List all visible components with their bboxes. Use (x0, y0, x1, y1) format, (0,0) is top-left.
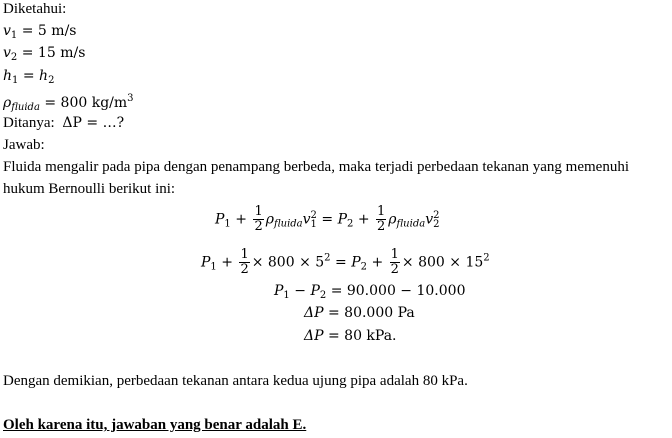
h1-subscript: 1 (12, 75, 19, 86)
eq1-p1: P (215, 211, 225, 228)
eq2-left-product: × 800 × 5 (251, 254, 325, 271)
eq1-rho-right: ρ (388, 211, 397, 228)
eq1-p2: P (337, 211, 347, 228)
eq2-half-right-num: 1 (390, 247, 399, 262)
eq2-right-product: × 800 × 15 (401, 254, 484, 271)
eq2-p2-sub: 2 (360, 261, 367, 273)
h2-subscript: 2 (48, 75, 55, 86)
eq1-half-right-den: 2 (377, 219, 386, 234)
rho-unit-exponent: 3 (127, 93, 134, 104)
eq2-half-right-den: 2 (390, 262, 399, 277)
eq3-p2-sub: 2 (319, 290, 327, 301)
eq3-rhs: = 90.000 − 10.000 (330, 283, 466, 299)
eq2-right-exponent: 2 (483, 252, 490, 264)
eq3-p1-sub: 1 (283, 290, 290, 301)
eq2-equals: = (335, 254, 347, 271)
eq1-half-right (376, 205, 386, 234)
eq1-half-left (253, 205, 263, 234)
eq2-half-left-num: 1 (240, 247, 249, 262)
eq1-p1-sub: 1 (224, 218, 231, 230)
velocity-2-line (3, 44, 85, 67)
eq1-plus-right: + (357, 211, 370, 228)
eq1-p2-sub: 2 (346, 218, 354, 230)
delta-p-kpa-equation (304, 328, 397, 344)
asked-expression: ΔP = …? (62, 115, 125, 131)
eq1-v-left-scripts (311, 211, 317, 229)
h2-symbol: h (39, 68, 49, 84)
eq2-p1: P (201, 254, 211, 271)
eq1-plus-left: + (235, 211, 247, 228)
v2-subscript: 2 (10, 52, 18, 63)
eq1-half-left-den: 2 (254, 219, 263, 234)
eq2-p1-sub: 1 (210, 261, 217, 273)
v1-value: = 5 m/s (21, 23, 77, 39)
eq1-rho-left-sub: fluida (273, 218, 303, 230)
eq1-half-right-num: 1 (377, 204, 386, 219)
explanation-paragraph: Fluida mengalir pada pipa dengan penampang berbeda, maka terjadi perbedaan tekanan yang memenuhi hukum Bernoulli berikut ini: (3, 159, 630, 197)
eq2-p2: P (351, 254, 361, 271)
answer-label: Jawab: (3, 137, 45, 153)
eq2-half-left-den: 2 (240, 262, 249, 277)
asked-label: Ditanya: (3, 115, 55, 131)
eq1-v-left: v (302, 211, 311, 228)
rho-subscript: fluida (11, 102, 40, 113)
eq1-v-left-sub: 1 (310, 218, 317, 230)
eq5-rhs: = 80 kPa. (327, 328, 397, 344)
v1-symbol: v (3, 23, 11, 39)
eq2-half-left (239, 248, 249, 277)
v2-symbol: v (3, 45, 11, 61)
eq1-half-left-num: 1 (254, 204, 263, 219)
eq1-v-right-scripts (433, 211, 439, 229)
substitution-equation (201, 248, 490, 277)
eq1-v-right-sup: 2 (433, 209, 440, 221)
eq1-v-right: v (425, 211, 434, 228)
rho-value: = 800 kg/m (44, 95, 128, 111)
eq1-v-left-sup: 2 (310, 209, 317, 221)
eq5-delta-p: ΔP (304, 328, 324, 344)
known-label: Diketahui: (3, 1, 67, 17)
eq1-equals: = (321, 211, 334, 228)
velocity-1-line (3, 22, 76, 45)
v1-subscript: 1 (10, 30, 18, 41)
density-line (3, 90, 134, 117)
eq1-rho-left: ρ (265, 211, 274, 228)
h1-symbol: h (3, 68, 13, 84)
eq3-p1: P (274, 283, 284, 299)
v2-value: = 15 m/s (21, 45, 86, 61)
conclusion-sentence: Dengan demikian, perbedaan tekanan antara kedua ujung pipa adalah 80 kPa. (3, 373, 468, 389)
eq2-plus-right: + (371, 254, 384, 271)
height-line (3, 67, 54, 90)
eq4-rhs: = 80.000 Pa (327, 305, 415, 321)
eq2-plus-left: + (221, 254, 233, 271)
h-equals: = (22, 68, 35, 84)
delta-p-pa-equation (304, 305, 415, 321)
bernoulli-equation (215, 205, 439, 234)
eq2-left-exponent: 2 (324, 252, 331, 264)
eq2-half-right (390, 248, 400, 277)
eq3-p2: P (310, 283, 320, 299)
eq4-delta-p: ΔP (304, 305, 324, 321)
rho-symbol: ρ (3, 95, 12, 111)
final-answer: Oleh karena itu, jawaban yang benar adalah E. (3, 417, 307, 433)
eq1-v-right-sub: 2 (433, 218, 440, 230)
asked-line (3, 114, 124, 132)
eq3-minus: − (294, 283, 306, 299)
difference-equation (274, 283, 465, 301)
eq1-rho-right-sub: fluida (396, 218, 426, 230)
